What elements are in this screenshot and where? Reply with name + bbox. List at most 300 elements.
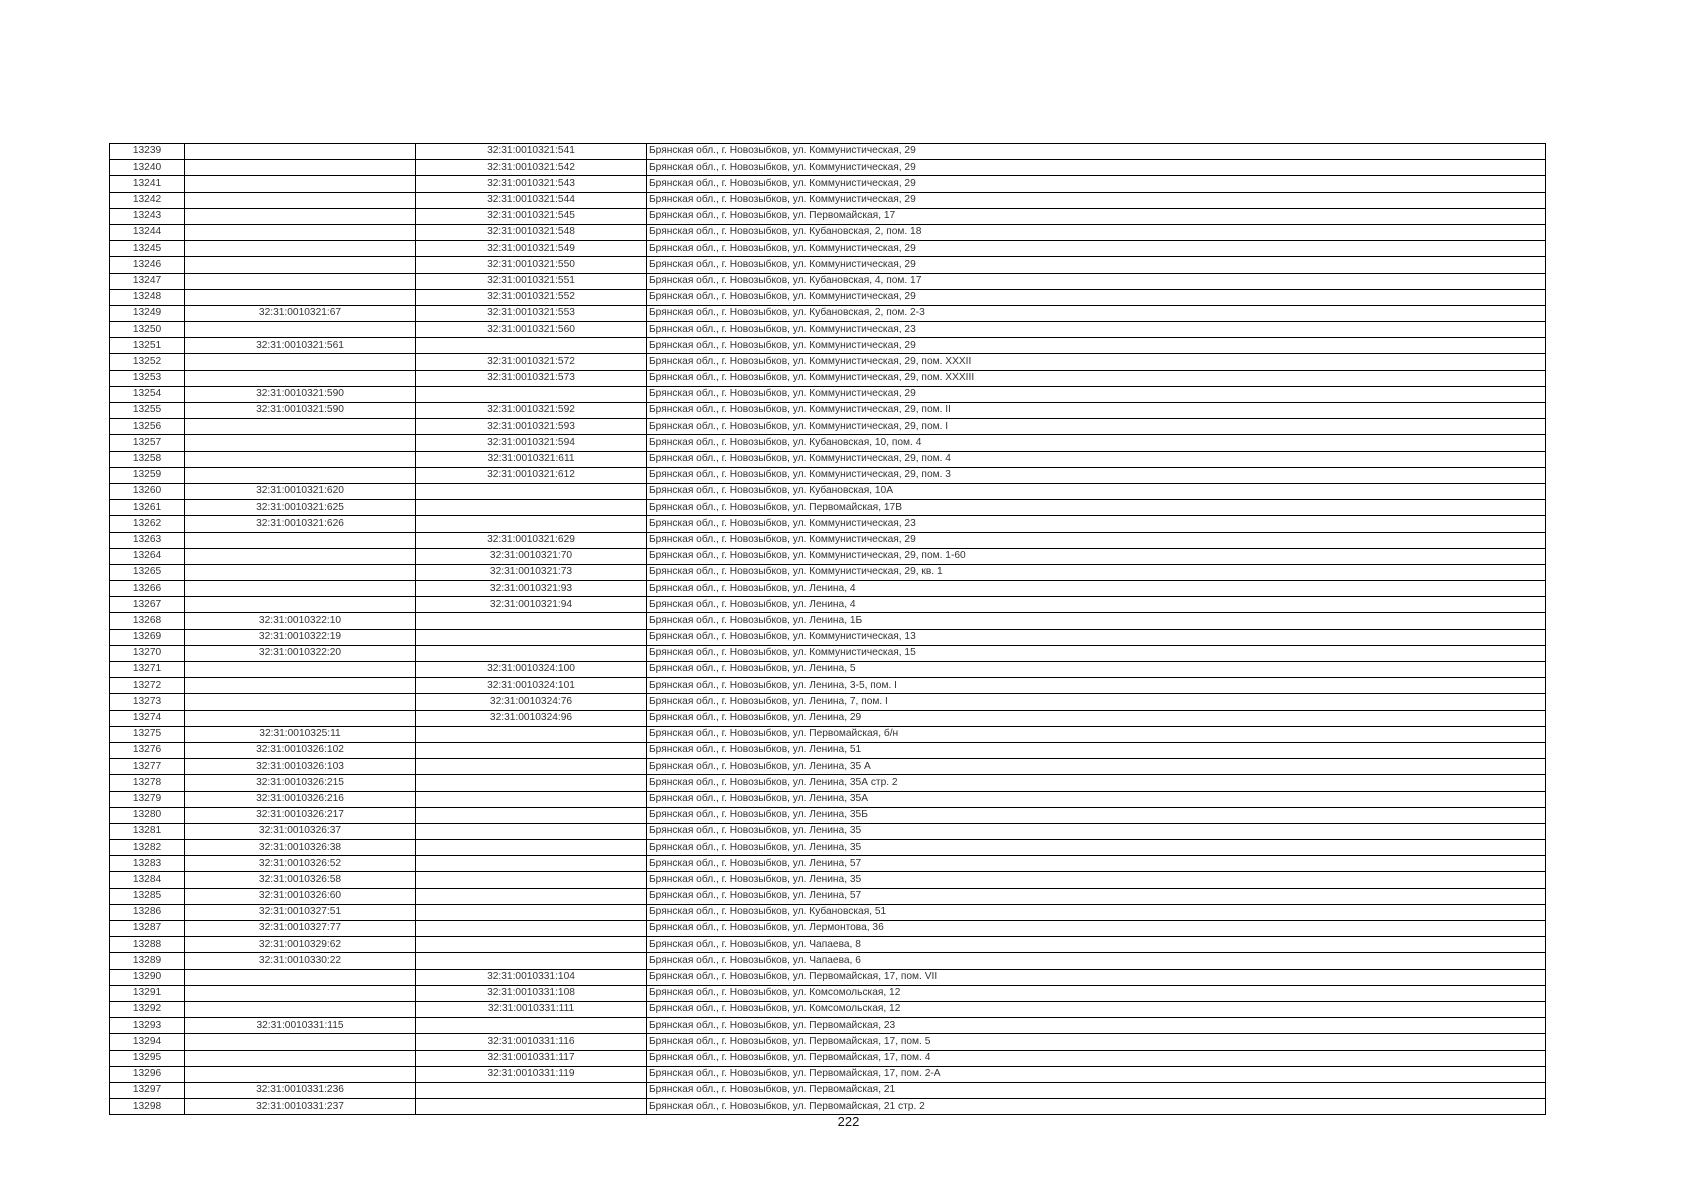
table-row [110, 872, 1546, 888]
table-row [110, 435, 1546, 451]
table-row [110, 1082, 1546, 1098]
row-number-cell: 13296 [110, 1066, 185, 1082]
parcel-number-cell [185, 662, 416, 678]
parcel-number-cell [185, 192, 416, 208]
parcel-number-cell: 32:31:0010330:22 [185, 953, 416, 969]
object-number-cell: 32:31:0010321:73 [416, 564, 647, 580]
table-row [110, 662, 1546, 678]
table-row [110, 1034, 1546, 1050]
row-number-cell: 13297 [110, 1082, 185, 1098]
address-cell: Брянская обл., г. Новозыбков, ул. Ленина, 7, пом. I [647, 694, 1546, 710]
parcel-number-cell [185, 467, 416, 483]
address-cell: Брянская обл., г. Новозыбков, ул. Первомайская, 21 [647, 1082, 1546, 1098]
object-number-cell [416, 791, 647, 807]
address-cell: Брянская обл., г. Новозыбков, ул. Ленина, 35 [647, 872, 1546, 888]
parcel-number-cell [185, 564, 416, 580]
row-number-cell: 13295 [110, 1050, 185, 1066]
table-row [110, 775, 1546, 791]
parcel-number-cell [185, 160, 416, 176]
address-cell: Брянская обл., г. Новозыбков, ул. Первомайская, 17В [647, 500, 1546, 516]
table-row [110, 694, 1546, 710]
object-number-cell [416, 921, 647, 937]
object-number-cell: 32:31:0010321:542 [416, 160, 647, 176]
address-cell: Брянская обл., г. Новозыбков, ул. Ленина, 3-5, пом. I [647, 678, 1546, 694]
row-number-cell: 13284 [110, 872, 185, 888]
object-number-cell [416, 872, 647, 888]
address-cell: Брянская обл., г. Новозыбков, ул. Ленина, 35 [647, 823, 1546, 839]
parcel-number-cell: 32:31:0010331:237 [185, 1099, 416, 1115]
parcel-number-cell: 32:31:0010326:217 [185, 807, 416, 823]
address-cell: Брянская обл., г. Новозыбков, ул. Коммунистическая, 29, пом. 3 [647, 467, 1546, 483]
address-cell: Брянская обл., г. Новозыбков, ул. Ленина, 57 [647, 888, 1546, 904]
table-row [110, 985, 1546, 1001]
table-row [110, 1050, 1546, 1066]
address-cell: Брянская обл., г. Новозыбков, ул. Коммунистическая, 29, кв. 1 [647, 564, 1546, 580]
address-cell: Брянская обл., г. Новозыбков, ул. Ленина, 29 [647, 710, 1546, 726]
object-number-cell: 32:31:0010321:612 [416, 467, 647, 483]
address-cell: Брянская обл., г. Новозыбков, ул. Коммунистическая, 29, пом. 4 [647, 451, 1546, 467]
row-number-cell: 13298 [110, 1099, 185, 1115]
address-cell: Брянская обл., г. Новозыбков, ул. Ленина, 4 [647, 581, 1546, 597]
address-cell: Брянская обл., г. Новозыбков, ул. Коммунистическая, 29, пом. 1-60 [647, 548, 1546, 564]
address-cell: Брянская обл., г. Новозыбков, ул. Коммунистическая, 29 [647, 289, 1546, 305]
address-cell: Брянская обл., г. Новозыбков, ул. Чапаева, 6 [647, 953, 1546, 969]
row-number-cell: 13263 [110, 532, 185, 548]
address-cell: Брянская обл., г. Новозыбков, ул. Коммунистическая, 29 [647, 192, 1546, 208]
table-row [110, 823, 1546, 839]
row-number-cell: 13262 [110, 516, 185, 532]
object-number-cell: 32:31:0010321:573 [416, 370, 647, 386]
parcel-number-cell: 32:31:0010327:51 [185, 904, 416, 920]
parcel-number-cell [185, 208, 416, 224]
row-number-cell: 13244 [110, 224, 185, 240]
row-number-cell: 13292 [110, 1001, 185, 1017]
address-cell: Брянская обл., г. Новозыбков, ул. Кубановская, 2, пом. 2-3 [647, 305, 1546, 321]
address-cell: Брянская обл., г. Новозыбков, ул. Чапаева, 8 [647, 937, 1546, 953]
table-row [110, 921, 1546, 937]
parcel-number-cell [185, 710, 416, 726]
parcel-number-cell: 32:31:0010321:590 [185, 403, 416, 419]
table-row [110, 208, 1546, 224]
row-number-cell: 13243 [110, 208, 185, 224]
row-number-cell: 13280 [110, 807, 185, 823]
table-row [110, 516, 1546, 532]
parcel-number-cell [185, 548, 416, 564]
address-cell: Брянская обл., г. Новозыбков, ул. Первомайская, 23 [647, 1018, 1546, 1034]
object-number-cell [416, 613, 647, 629]
row-number-cell: 13291 [110, 985, 185, 1001]
row-number-cell: 13275 [110, 726, 185, 742]
row-number-cell: 13245 [110, 241, 185, 257]
object-number-cell: 32:31:0010324:96 [416, 710, 647, 726]
parcel-number-cell: 32:31:0010326:37 [185, 823, 416, 839]
table-row [110, 176, 1546, 192]
object-number-cell: 32:31:0010321:593 [416, 419, 647, 435]
row-number-cell: 13288 [110, 937, 185, 953]
object-number-cell: 32:31:0010321:572 [416, 354, 647, 370]
parcel-number-cell [185, 435, 416, 451]
parcel-number-cell: 32:31:0010322:20 [185, 645, 416, 661]
table-row [110, 678, 1546, 694]
address-cell: Брянская обл., г. Новозыбков, ул. Ленина, 35А стр. 2 [647, 775, 1546, 791]
address-cell: Брянская обл., г. Новозыбков, ул. Кубановская, 10, пом. 4 [647, 435, 1546, 451]
table-row [110, 953, 1546, 969]
parcel-number-cell [185, 985, 416, 1001]
row-number-cell: 13274 [110, 710, 185, 726]
table-row [110, 241, 1546, 257]
row-number-cell: 13267 [110, 597, 185, 613]
parcel-number-cell [185, 1050, 416, 1066]
table-row [110, 710, 1546, 726]
object-number-cell [416, 840, 647, 856]
registry-table [109, 143, 1546, 1115]
parcel-number-cell [185, 451, 416, 467]
row-number-cell: 13286 [110, 904, 185, 920]
object-number-cell [416, 759, 647, 775]
parcel-number-cell [185, 597, 416, 613]
parcel-number-cell [185, 694, 416, 710]
object-number-cell [416, 856, 647, 872]
object-number-cell: 32:31:0010321:549 [416, 241, 647, 257]
row-number-cell: 13294 [110, 1034, 185, 1050]
address-cell: Брянская обл., г. Новозыбков, ул. Коммунистическая, 29 [647, 241, 1546, 257]
parcel-number-cell: 32:31:0010331:236 [185, 1082, 416, 1098]
parcel-number-cell [185, 241, 416, 257]
object-number-cell: 32:31:0010321:543 [416, 176, 647, 192]
address-cell: Брянская обл., г. Новозыбков, ул. Коммунистическая, 29 [647, 338, 1546, 354]
address-cell: Брянская обл., г. Новозыбков, ул. Коммунистическая, 29 [647, 176, 1546, 192]
row-number-cell: 13261 [110, 500, 185, 516]
object-number-cell: 32:31:0010321:544 [416, 192, 647, 208]
parcel-number-cell [185, 1034, 416, 1050]
object-number-cell [416, 1099, 647, 1115]
parcel-number-cell: 32:31:0010321:620 [185, 483, 416, 499]
object-number-cell [416, 483, 647, 499]
address-cell: Брянская обл., г. Новозыбков, ул. Первомайская, 21 стр. 2 [647, 1099, 1546, 1115]
row-number-cell: 13276 [110, 742, 185, 758]
row-number-cell: 13241 [110, 176, 185, 192]
table-row [110, 1001, 1546, 1017]
parcel-number-cell [185, 581, 416, 597]
row-number-cell: 13271 [110, 662, 185, 678]
parcel-number-cell: 32:31:0010326:58 [185, 872, 416, 888]
row-number-cell: 13258 [110, 451, 185, 467]
parcel-number-cell: 32:31:0010326:215 [185, 775, 416, 791]
parcel-number-cell: 32:31:0010326:52 [185, 856, 416, 872]
address-cell: Брянская обл., г. Новозыбков, ул. Коммунистическая, 29, пом. XXXIII [647, 370, 1546, 386]
table-row [110, 904, 1546, 920]
object-number-cell [416, 937, 647, 953]
address-cell: Брянская обл., г. Новозыбков, ул. Коммунистическая, 15 [647, 645, 1546, 661]
address-cell: Брянская обл., г. Новозыбков, ул. Ленина, 4 [647, 597, 1546, 613]
address-cell: Брянская обл., г. Новозыбков, ул. Коммунистическая, 29 [647, 532, 1546, 548]
row-number-cell: 13255 [110, 403, 185, 419]
table-row [110, 581, 1546, 597]
parcel-number-cell: 32:31:0010321:590 [185, 386, 416, 402]
table-row [110, 483, 1546, 499]
row-number-cell: 13281 [110, 823, 185, 839]
row-number-cell: 13279 [110, 791, 185, 807]
address-cell: Брянская обл., г. Новозыбков, ул. Ленина, 35 [647, 840, 1546, 856]
address-cell: Брянская обл., г. Новозыбков, ул. Коммунистическая, 29 [647, 144, 1546, 160]
parcel-number-cell [185, 224, 416, 240]
row-number-cell: 13264 [110, 548, 185, 564]
table-row [110, 791, 1546, 807]
table-row [110, 888, 1546, 904]
address-cell: Брянская обл., г. Новозыбков, ул. Кубановская, 10А [647, 483, 1546, 499]
parcel-number-cell [185, 532, 416, 548]
object-number-cell [416, 953, 647, 969]
table-row [110, 257, 1546, 273]
object-number-cell [416, 338, 647, 354]
object-number-cell: 32:31:0010321:548 [416, 224, 647, 240]
table-row [110, 532, 1546, 548]
object-number-cell: 32:31:0010321:553 [416, 305, 647, 321]
table-row [110, 224, 1546, 240]
row-number-cell: 13266 [110, 581, 185, 597]
page-number: 222 [837, 1114, 860, 1129]
parcel-number-cell [185, 322, 416, 338]
row-number-cell: 13246 [110, 257, 185, 273]
parcel-number-cell: 32:31:0010322:10 [185, 613, 416, 629]
object-number-cell [416, 726, 647, 742]
parcel-number-cell [185, 419, 416, 435]
table-row [110, 937, 1546, 953]
object-number-cell: 32:31:0010321:611 [416, 451, 647, 467]
table-row [110, 338, 1546, 354]
row-number-cell: 13250 [110, 322, 185, 338]
table-row [110, 305, 1546, 321]
object-number-cell: 32:31:0010321:541 [416, 144, 647, 160]
row-number-cell: 13248 [110, 289, 185, 305]
object-number-cell: 32:31:0010331:119 [416, 1066, 647, 1082]
parcel-number-cell [185, 144, 416, 160]
table-row [110, 840, 1546, 856]
address-cell: Брянская обл., г. Новозыбков, ул. Первомайская, 17, пом. 5 [647, 1034, 1546, 1050]
row-number-cell: 13293 [110, 1018, 185, 1034]
object-number-cell: 32:31:0010321:550 [416, 257, 647, 273]
table-row [110, 370, 1546, 386]
address-cell: Брянская обл., г. Новозыбков, ул. Первомайская, 17, пом. 4 [647, 1050, 1546, 1066]
table-row [110, 273, 1546, 289]
row-number-cell: 13254 [110, 386, 185, 402]
table-row [110, 629, 1546, 645]
row-number-cell: 13270 [110, 645, 185, 661]
address-cell: Брянская обл., г. Новозыбков, ул. Коммунистическая, 29 [647, 257, 1546, 273]
address-cell: Брянская обл., г. Новозыбков, ул. Комсомольская, 12 [647, 1001, 1546, 1017]
parcel-number-cell: 32:31:0010326:216 [185, 791, 416, 807]
address-cell: Брянская обл., г. Новозыбков, ул. Ленина, 1Б [647, 613, 1546, 629]
object-number-cell [416, 645, 647, 661]
address-cell: Брянская обл., г. Новозыбков, ул. Ленина, 35Б [647, 807, 1546, 823]
address-cell: Брянская обл., г. Новозыбков, ул. Кубановская, 4, пом. 17 [647, 273, 1546, 289]
parcel-number-cell: 32:31:0010326:103 [185, 759, 416, 775]
table-row [110, 969, 1546, 985]
table-row [110, 1099, 1546, 1115]
table-row [110, 403, 1546, 419]
object-number-cell: 32:31:0010321:551 [416, 273, 647, 289]
parcel-number-cell: 32:31:0010321:561 [185, 338, 416, 354]
object-number-cell [416, 1018, 647, 1034]
parcel-number-cell: 32:31:0010322:19 [185, 629, 416, 645]
parcel-number-cell [185, 176, 416, 192]
row-number-cell: 13268 [110, 613, 185, 629]
object-number-cell: 32:31:0010321:594 [416, 435, 647, 451]
table-row [110, 419, 1546, 435]
object-number-cell: 32:31:0010321:70 [416, 548, 647, 564]
object-number-cell: 32:31:0010321:94 [416, 597, 647, 613]
table-row [110, 467, 1546, 483]
address-cell: Брянская обл., г. Новозыбков, ул. Лермонтова, 36 [647, 921, 1546, 937]
row-number-cell: 13256 [110, 419, 185, 435]
row-number-cell: 13242 [110, 192, 185, 208]
object-number-cell [416, 775, 647, 791]
table-row [110, 354, 1546, 370]
parcel-number-cell: 32:31:0010327:77 [185, 921, 416, 937]
row-number-cell: 13272 [110, 678, 185, 694]
table-row [110, 645, 1546, 661]
row-number-cell: 13269 [110, 629, 185, 645]
parcel-number-cell: 32:31:0010331:115 [185, 1018, 416, 1034]
object-number-cell: 32:31:0010321:552 [416, 289, 647, 305]
address-cell: Брянская обл., г. Новозыбков, ул. Коммунистическая, 29, пом. II [647, 403, 1546, 419]
row-number-cell: 13257 [110, 435, 185, 451]
row-number-cell: 13282 [110, 840, 185, 856]
parcel-number-cell [185, 1066, 416, 1082]
row-number-cell: 13289 [110, 953, 185, 969]
parcel-number-cell: 32:31:0010321:67 [185, 305, 416, 321]
row-number-cell: 13247 [110, 273, 185, 289]
row-number-cell: 13283 [110, 856, 185, 872]
parcel-number-cell [185, 289, 416, 305]
object-number-cell: 32:31:0010321:560 [416, 322, 647, 338]
table-row [110, 144, 1546, 160]
object-number-cell [416, 500, 647, 516]
table-row [110, 289, 1546, 305]
object-number-cell: 32:31:0010331:104 [416, 969, 647, 985]
object-number-cell [416, 888, 647, 904]
table-row [110, 451, 1546, 467]
address-cell: Брянская обл., г. Новозыбков, ул. Ленина, 35А [647, 791, 1546, 807]
parcel-number-cell [185, 1001, 416, 1017]
object-number-cell [416, 516, 647, 532]
table-row [110, 1066, 1546, 1082]
object-number-cell [416, 1082, 647, 1098]
row-number-cell: 13260 [110, 483, 185, 499]
address-cell: Брянская обл., г. Новозыбков, ул. Ленина, 5 [647, 662, 1546, 678]
table-row [110, 322, 1546, 338]
address-cell: Брянская обл., г. Новозыбков, ул. Ленина, 35 А [647, 759, 1546, 775]
object-number-cell [416, 742, 647, 758]
parcel-number-cell: 32:31:0010326:102 [185, 742, 416, 758]
address-cell: Брянская обл., г. Новозыбков, ул. Коммунистическая, 23 [647, 322, 1546, 338]
address-cell: Брянская обл., г. Новозыбков, ул. Коммунистическая, 13 [647, 629, 1546, 645]
table-row [110, 1018, 1546, 1034]
address-cell: Брянская обл., г. Новозыбков, ул. Кубановская, 2, пом. 18 [647, 224, 1546, 240]
address-cell: Брянская обл., г. Новозыбков, ул. Первомайская, 17, пом. VII [647, 969, 1546, 985]
registry-table-body [110, 144, 1546, 1115]
address-cell: Брянская обл., г. Новозыбков, ул. Коммунистическая, 29 [647, 386, 1546, 402]
object-number-cell: 32:31:0010324:101 [416, 678, 647, 694]
object-number-cell: 32:31:0010331:117 [416, 1050, 647, 1066]
table-row [110, 192, 1546, 208]
row-number-cell: 13287 [110, 921, 185, 937]
row-number-cell: 13249 [110, 305, 185, 321]
parcel-number-cell: 32:31:0010321:625 [185, 500, 416, 516]
address-cell: Брянская обл., г. Новозыбков, ул. Коммунистическая, 23 [647, 516, 1546, 532]
object-number-cell: 32:31:0010321:592 [416, 403, 647, 419]
address-cell: Брянская обл., г. Новозыбков, ул. Коммунистическая, 29 [647, 160, 1546, 176]
row-number-cell: 13265 [110, 564, 185, 580]
parcel-number-cell [185, 969, 416, 985]
parcel-number-cell [185, 273, 416, 289]
address-cell: Брянская обл., г. Новозыбков, ул. Коммунистическая, 29, пом. I [647, 419, 1546, 435]
row-number-cell: 13259 [110, 467, 185, 483]
row-number-cell: 13273 [110, 694, 185, 710]
parcel-number-cell: 32:31:0010325:11 [185, 726, 416, 742]
table-row [110, 856, 1546, 872]
object-number-cell [416, 823, 647, 839]
row-number-cell: 13253 [110, 370, 185, 386]
parcel-number-cell: 32:31:0010329:62 [185, 937, 416, 953]
parcel-number-cell: 32:31:0010326:60 [185, 888, 416, 904]
row-number-cell: 13240 [110, 160, 185, 176]
object-number-cell: 32:31:0010331:111 [416, 1001, 647, 1017]
row-number-cell: 13252 [110, 354, 185, 370]
address-cell: Брянская обл., г. Новозыбков, ул. Первомайская, 17, пом. 2-А [647, 1066, 1546, 1082]
parcel-number-cell [185, 257, 416, 273]
address-cell: Брянская обл., г. Новозыбков, ул. Ленина, 51 [647, 742, 1546, 758]
object-number-cell: 32:31:0010324:100 [416, 662, 647, 678]
parcel-number-cell: 32:31:0010321:626 [185, 516, 416, 532]
address-cell: Брянская обл., г. Новозыбков, ул. Первомайская, 17 [647, 208, 1546, 224]
object-number-cell [416, 386, 647, 402]
address-cell: Брянская обл., г. Новозыбков, ул. Коммунистическая, 29, пом. XXXII [647, 354, 1546, 370]
object-number-cell: 32:31:0010321:545 [416, 208, 647, 224]
object-number-cell: 32:31:0010324:76 [416, 694, 647, 710]
object-number-cell: 32:31:0010331:116 [416, 1034, 647, 1050]
row-number-cell: 13285 [110, 888, 185, 904]
object-number-cell [416, 807, 647, 823]
table-row [110, 386, 1546, 402]
table-row [110, 500, 1546, 516]
row-number-cell: 13277 [110, 759, 185, 775]
parcel-number-cell [185, 678, 416, 694]
row-number-cell: 13251 [110, 338, 185, 354]
object-number-cell: 32:31:0010321:629 [416, 532, 647, 548]
table-row [110, 742, 1546, 758]
object-number-cell [416, 629, 647, 645]
parcel-number-cell [185, 370, 416, 386]
parcel-number-cell: 32:31:0010326:38 [185, 840, 416, 856]
row-number-cell: 13290 [110, 969, 185, 985]
object-number-cell: 32:31:0010331:108 [416, 985, 647, 1001]
address-cell: Брянская обл., г. Новозыбков, ул. Первомайская, б/н [647, 726, 1546, 742]
table-row [110, 759, 1546, 775]
parcel-number-cell [185, 354, 416, 370]
table-row [110, 807, 1546, 823]
object-number-cell [416, 904, 647, 920]
table-row [110, 726, 1546, 742]
table-row [110, 160, 1546, 176]
object-number-cell: 32:31:0010321:93 [416, 581, 647, 597]
address-cell: Брянская обл., г. Новозыбков, ул. Кубановская, 51 [647, 904, 1546, 920]
table-row [110, 613, 1546, 629]
table-row [110, 548, 1546, 564]
table-row [110, 597, 1546, 613]
address-cell: Брянская обл., г. Новозыбков, ул. Ленина, 57 [647, 856, 1546, 872]
row-number-cell: 13239 [110, 144, 185, 160]
